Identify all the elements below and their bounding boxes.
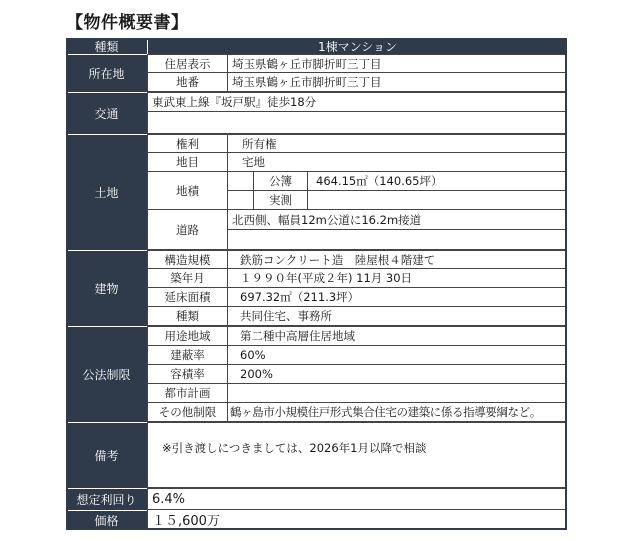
- road-blank: [227, 229, 567, 250]
- survey-value: [307, 190, 567, 210]
- header-land: 土地: [66, 134, 147, 250]
- plan-value: [227, 383, 567, 403]
- address-value: 埼玉県鶴ヶ丘市脚折町三丁目: [227, 54, 567, 73]
- header-regulations: 公法制限: [66, 326, 147, 422]
- floor-value: 697.32㎡（211.3坪）: [227, 287, 567, 307]
- plan-label: 都市計画: [147, 383, 228, 403]
- use-value: 共同住宅、事務所: [227, 306, 567, 326]
- registry-label: 公簿: [253, 171, 308, 191]
- use-label: 種類: [147, 306, 228, 326]
- lot-value: 埼玉県鶴ヶ丘市脚折町三丁目: [227, 72, 567, 92]
- yield-value: 6.4%: [147, 488, 567, 510]
- type-value: 1棟マンション: [147, 38, 567, 54]
- floor-label: 延床面積: [147, 287, 228, 307]
- page-title: 【物件概要書】: [66, 13, 189, 33]
- survey-label: 実測: [253, 190, 308, 210]
- transport-value: 東武東上線『坂戸駅』徒歩18分: [147, 92, 567, 112]
- header-price: 価格: [66, 510, 147, 530]
- other-value: 鶴ヶ島市小規模住戸形式集合住宅の建築に係る指導要綱など。: [227, 402, 567, 422]
- header-transport: 交通: [66, 92, 147, 134]
- header-remarks: 備考: [66, 422, 147, 488]
- registry-value: 464.15㎡（140.65坪）: [307, 171, 567, 191]
- header-yield: 想定利回り: [66, 488, 147, 510]
- rights-value: 所有権: [227, 134, 567, 153]
- transport-blank: [147, 111, 567, 134]
- address-label: 住居表示: [147, 54, 228, 73]
- structure-value: 鉄筋コンクリート造 陸屋根４階建て: [227, 250, 567, 269]
- lot-label: 地番: [147, 72, 228, 92]
- area-label: 地積: [147, 171, 228, 210]
- road-value: 北西側、幅員12m公道に16.2m接道: [227, 209, 567, 230]
- category-value: 宅地: [227, 152, 567, 172]
- zone-label: 用途地域: [147, 326, 228, 346]
- structure-label: 構造規模: [147, 250, 228, 269]
- rights-label: 権利: [147, 134, 228, 153]
- built-value: １９９０年(平成２年) 11月 30日: [227, 268, 567, 288]
- remarks-value: ※引き渡しにつきましては、2026年1月以降で相談: [147, 422, 567, 488]
- far-label: 容積率: [147, 364, 228, 384]
- header-type: 種類: [66, 38, 147, 54]
- coverage-value: 60%: [227, 345, 567, 365]
- price-value: １５,600万: [147, 509, 567, 530]
- far-value: 200%: [227, 364, 567, 384]
- zone-value: 第二種中高層住居地域: [227, 326, 567, 346]
- road-label: 道路: [147, 209, 228, 250]
- header-building: 建物: [66, 250, 147, 326]
- other-label: その他制限: [147, 402, 228, 422]
- coverage-label: 建蔽率: [147, 345, 228, 365]
- category-label: 地目: [147, 152, 228, 172]
- header-location: 所在地: [66, 54, 147, 92]
- built-label: 築年月: [147, 268, 228, 288]
